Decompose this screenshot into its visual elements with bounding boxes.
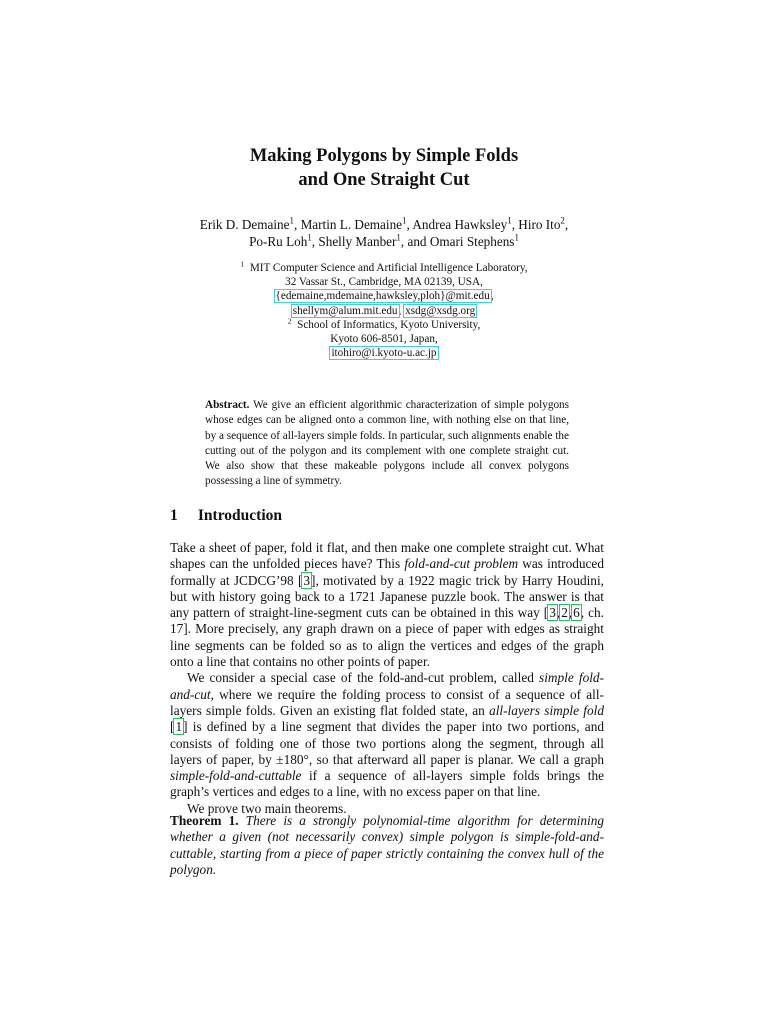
text-run: , where we require the folding process to consist of a sequence of all-layers simple folds. Given an existing flat folded state, an <box>170 686 604 718</box>
author-line-1: Erik D. Demaine$^1$, Martin L. Demaine$^1$, Andrea Hawksley$^1$, Hiro Ito$^2$, <box>199 215 569 232</box>
affil-kyoto-email-line <box>0 346 768 360</box>
paragraph <box>170 540 604 670</box>
text-run: ] is defined by a line segment that divides the paper into two portions, and consists of folding one of those two portions along the segment, through all layers of paper, by ±180°, so that afterward all paper is planar. We call a graph <box>170 719 604 767</box>
section-number: 1 <box>170 507 178 524</box>
affil-mit-email-line-1: {edemaine,mdemaine,hawksley,ploh}@mit.edu, <box>275 290 494 303</box>
author-name: Erik D. Demaine <box>199 217 290 232</box>
author-name: Shelly Manber <box>318 234 397 249</box>
author-affil-mark: 2 <box>560 215 565 226</box>
text-run: was introduced formally at JCDCG’98 [ <box>170 556 604 588</box>
affil-mit-name-text: MIT Computer Science and Artificial Intelligence Laboratory, <box>249 262 528 274</box>
title-line-1: Making Polygons by Simple Folds <box>249 146 519 166</box>
citation-link[interactable]: 3 <box>549 605 556 621</box>
text-run: if a sequence of all-layers simple folds brings the graph’s vertices and edges to a line, with no excess paper on that line. <box>170 768 604 800</box>
text-run: , <box>568 605 573 621</box>
affil-mark: 2 <box>287 316 292 326</box>
text-run: [ <box>170 719 175 735</box>
author-name: Omari Stephens <box>429 234 515 249</box>
paragraph <box>170 670 604 800</box>
author-name: Hiro Ito <box>518 217 561 232</box>
author-affil-mark: 1 <box>402 215 407 226</box>
author-name: Andrea Hawksley <box>412 217 508 232</box>
text-run: , <box>556 605 561 621</box>
body-text <box>170 540 604 817</box>
affil-mit-name <box>0 261 768 275</box>
author-affil-mark: 1 <box>289 215 294 226</box>
affil-kyoto-address: Kyoto 606-8501, Japan, <box>330 333 438 346</box>
affil-mit-email-line-2: shellym@alum.mit.edu, xsdg@xsdg.org <box>292 304 476 317</box>
affil-kyoto-name <box>0 318 768 332</box>
text-run: Take a sheet of paper, fold it flat, and then make one complete straight cut. What shapes can the unfolded pieces have? This <box>170 540 604 572</box>
author-line-2: Po-Ru Loh$^1$, Shelly Manber$^1$, and Omari Stephens$^1$ <box>249 232 519 249</box>
theorem-heading: Theorem 1. <box>170 813 239 828</box>
abstract-heading: Abstract. <box>205 399 250 411</box>
citation-link[interactable]: 1 <box>175 719 183 735</box>
author-affil-mark: 1 <box>396 232 401 243</box>
affil-mit-address: 32 Vassar St., Cambridge, MA 02139, USA, <box>285 276 483 289</box>
affil-mark: 1 <box>240 259 245 269</box>
abstract-text: We give an efficient algorithmic characterization of simple polygons whose edges can be aligned onto a common line, with nothing else on that line, by a sequence of all-layers simple folds. In particular, such alignments enable the cutting out of the polygon and its complement with one complete straight cut. We also show that these makeable polygons include all convex polygons possessing a line of symmetry. <box>205 399 569 488</box>
text-run: ], motivated by a 1922 magic trick by Harry Houdini, but with history going back to a 1721 Japanese puzzle book. The answer is that any pattern of straight-line-segment cuts can be obtained in this way [ <box>170 572 604 621</box>
paper-title <box>0 144 768 192</box>
abstract <box>205 398 569 490</box>
emphasis-text: simple fold-and-cut <box>170 670 605 702</box>
text-run: We consider a special case of the fold-and-cut problem, called <box>187 670 540 686</box>
author-affil-mark: 1 <box>307 232 312 243</box>
citation-link[interactable]: 3 <box>303 572 311 588</box>
author-conjunction: and <box>407 234 427 249</box>
citation-link[interactable]: 6 <box>573 605 580 621</box>
section-title: Introduction <box>197 507 282 524</box>
citation-link[interactable]: 2 <box>561 605 568 621</box>
author-list <box>0 216 768 250</box>
author-affil-mark: 1 <box>507 215 512 226</box>
email-link[interactable]: xsdg@xsdg.org <box>405 304 476 317</box>
author-affil-mark: 1 <box>514 232 519 243</box>
affiliations <box>0 261 768 360</box>
text-run: , ch. 17]. More precisely, any graph drawn on a piece of paper with edges as straight line segments can be folded so as to align the vertices and edges of the graph onto a line that contains no other points of paper. <box>170 605 604 670</box>
title-line-2: and One Straight Cut <box>298 170 470 190</box>
paragraph: We prove two main theorems. <box>187 800 347 816</box>
section-heading <box>170 507 282 525</box>
theorem-text: There is a strongly polynomial-time algorithm for determining whether a given (not necessarily convex) simple polygon is simple-fold-and-cuttable, starting from a piece of paper strictly containing the convex hull of the polygon. <box>170 813 604 877</box>
author-name: Po-Ru Loh <box>249 234 308 249</box>
email-link[interactable]: itohiro@i.kyoto-u.ac.jp <box>331 347 437 360</box>
emphasis-text: simple-fold-and-cuttable <box>170 768 302 784</box>
emphasis-text: fold-and-cut problem <box>404 556 519 572</box>
author-name: Martin L. Demaine <box>300 217 403 232</box>
emphasis-text: all-layers simple fold <box>489 702 604 718</box>
email-link[interactable]: shellym@alum.mit.edu <box>292 304 398 317</box>
theorem <box>170 813 604 878</box>
affil-kyoto-name-text: School of Informatics, Kyoto University, <box>297 318 481 331</box>
email-link[interactable]: {edemaine,mdemaine,hawksley,ploh}@mit.edu <box>275 290 490 303</box>
